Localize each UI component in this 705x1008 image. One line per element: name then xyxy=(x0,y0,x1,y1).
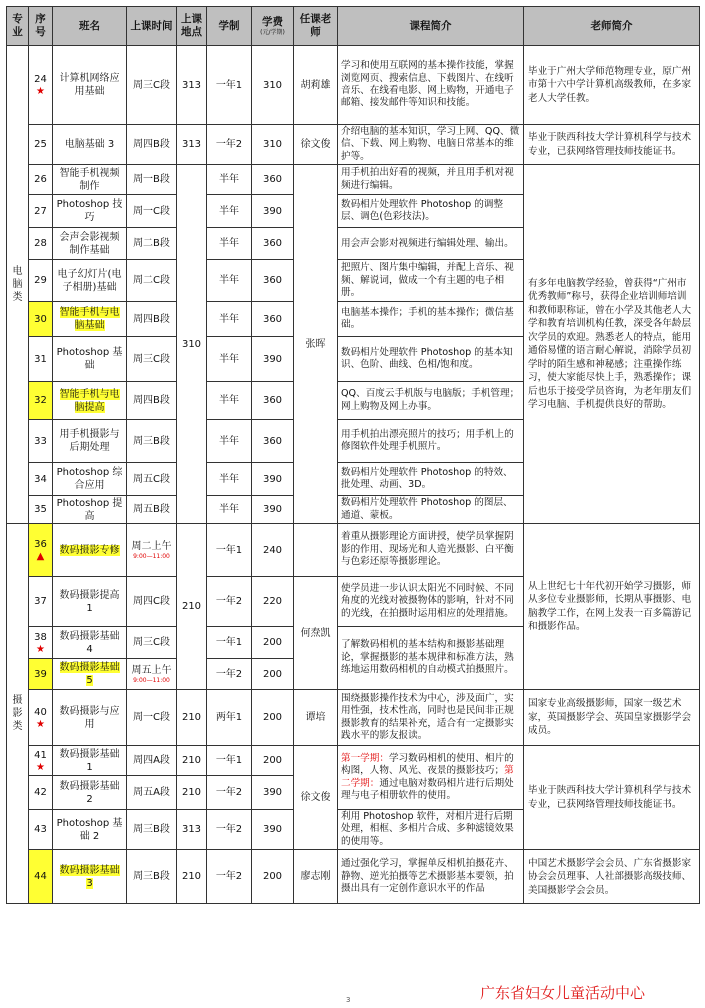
place-cell: 210 xyxy=(177,850,207,904)
course-intro-cell: 利用 Photoshop 软件，对相片进行后期处理，相框、多相片合成、多种滤镜效果的使用等。 xyxy=(338,810,524,850)
seq-cell xyxy=(29,627,53,659)
place-cell: 210 xyxy=(177,524,207,690)
duration-cell: 半年 xyxy=(207,337,252,382)
seq-number: 44 xyxy=(34,871,47,883)
class-time: 周五C段 xyxy=(133,473,170,485)
fee-cell: 390 xyxy=(252,337,294,382)
seq-number: 43 xyxy=(34,824,47,836)
course-intro-cell: 电脑基本操作；手机的基本操作；微信基础。 xyxy=(338,302,524,337)
time-cell xyxy=(127,420,177,463)
course-intro-cell: 围绕摄影操作技术为中心，涉及面广，实用性强，技术性高，同时也是民间非正规摄影教育的结果补充，适合有一定摄影实践水平的影友报读。 xyxy=(338,690,524,746)
time-cell xyxy=(127,776,177,810)
duration-cell: 一年2 xyxy=(207,850,252,904)
course-intro-cell xyxy=(338,746,524,810)
teacher-cell: 胡莉雄 xyxy=(294,46,338,125)
class-time-range: 9:00—11:00 xyxy=(133,552,170,560)
fee-cell: 390 xyxy=(252,195,294,228)
star-icon: ★ xyxy=(36,86,45,97)
course-name: 计算机网络应用基础 xyxy=(59,73,120,97)
seq-cell xyxy=(29,195,53,228)
class-time: 周一C段 xyxy=(133,205,170,217)
seq-number: 36 xyxy=(34,539,47,551)
course-intro-cell: 通过强化学习，掌握单反相机拍摄花卉、静物、逆光拍摄等艺术摄影基本要领，拍摄出具有一定创作意识水平的作品 xyxy=(338,850,524,904)
teacher-cell: 徐文俊 xyxy=(294,125,338,165)
time-cell xyxy=(127,195,177,228)
place-cell: 210 xyxy=(177,690,207,746)
teacher-intro-cell: 国家专业高级摄影师，国家一级艺术家，英国摄影学会、英国皇家摄影学会成员。 xyxy=(524,690,700,746)
seq-cell xyxy=(29,228,53,260)
seq-number: 41 xyxy=(34,749,47,761)
class-time: 周四B段 xyxy=(133,395,170,407)
course-name-cell xyxy=(53,524,127,577)
course-name: 数码摄影基础 1 xyxy=(59,748,120,773)
course-name: 智能手机与电脑基础 xyxy=(59,307,120,332)
fee-cell: 360 xyxy=(252,165,294,195)
seq-cell xyxy=(29,690,53,746)
fee-cell: 360 xyxy=(252,382,294,420)
time-cell xyxy=(127,46,177,125)
time-cell xyxy=(127,165,177,195)
seq-number: 27 xyxy=(34,205,47,217)
time-cell xyxy=(127,690,177,746)
fee-cell: 390 xyxy=(252,496,294,524)
place-cell: 313 xyxy=(177,810,207,850)
course-name-cell xyxy=(53,577,127,627)
table-row xyxy=(7,746,700,776)
table-row xyxy=(7,524,700,577)
seq-number: 33 xyxy=(34,435,47,447)
duration-cell: 两年1 xyxy=(207,690,252,746)
course-name: 电子幻灯片(电子相册)基础 xyxy=(57,268,122,293)
course-name-cell xyxy=(53,302,127,337)
fee-cell: 360 xyxy=(252,302,294,337)
time-cell xyxy=(127,302,177,337)
seq-cell xyxy=(29,125,53,165)
fee-cell: 360 xyxy=(252,228,294,260)
duration-cell: 半年 xyxy=(207,463,252,496)
seq-cell xyxy=(29,746,53,776)
seq-cell xyxy=(29,463,53,496)
class-time: 周三C段 xyxy=(133,79,170,91)
seq-cell xyxy=(29,337,53,382)
duration-cell: 一年1 xyxy=(207,627,252,659)
table-row xyxy=(7,850,700,904)
course-name: 数码摄影提高 1 xyxy=(59,589,120,614)
duration-cell: 半年 xyxy=(207,382,252,420)
term-text: 通过电脑对数码相片进行后期处理与电子相册软件的使用。 xyxy=(341,777,514,801)
time-cell xyxy=(127,260,177,302)
fee-cell: 200 xyxy=(252,850,294,904)
duration-cell: 半年 xyxy=(207,420,252,463)
course-intro-cell: 数码相片处理软件 Photoshop 的特效、批处理、动画、3D。 xyxy=(338,463,524,496)
header-time: 上课时间 xyxy=(127,7,177,46)
course-intro-cell: QQ、百度云手机版与电脑版；手机管理；网上购物及网上办事。 xyxy=(338,382,524,420)
course-name: 用手机摄影与后期处理 xyxy=(59,429,120,454)
star-icon: ★ xyxy=(36,718,45,730)
seq-cell xyxy=(29,165,53,195)
seq-cell xyxy=(29,260,53,302)
seq-number: 32 xyxy=(34,395,47,407)
course-name-cell xyxy=(53,337,127,382)
class-time: 周四C段 xyxy=(133,596,170,608)
seq-cell xyxy=(29,46,53,125)
seq-number: 26 xyxy=(34,174,47,186)
seq-number: 35 xyxy=(34,504,47,516)
duration-cell: 半年 xyxy=(207,302,252,337)
fee-cell: 390 xyxy=(252,776,294,810)
course-name: Photoshop 基础 xyxy=(56,347,123,372)
header-teacher-intro: 老师简介 xyxy=(524,7,700,46)
seq-cell xyxy=(29,810,53,850)
seq-cell xyxy=(29,577,53,627)
course-name: 数码摄影基础 5 xyxy=(59,662,120,687)
place-cell: 210 xyxy=(177,776,207,810)
time-cell xyxy=(127,337,177,382)
teacher-intro-cell: 毕业于陕西科技大学计算机科学与技术专业，已获网络管理技师技能证书。 xyxy=(524,125,700,165)
class-time: 周四B段 xyxy=(133,139,170,151)
teacher-cell: 廖志刚 xyxy=(294,850,338,904)
duration-cell: 一年2 xyxy=(207,659,252,690)
time-cell xyxy=(127,463,177,496)
course-name-cell xyxy=(53,125,127,165)
fee-cell: 310 xyxy=(252,125,294,165)
course-name-cell xyxy=(53,810,127,850)
class-time: 周五B段 xyxy=(133,504,170,516)
term-text: 学习数码相机的使用、相片的构图，人物、风光、夜景的摄影技巧； xyxy=(341,752,514,777)
course-intro-cell: 数码相片处理软件 Photoshop 的基本知识、色阶、曲线、色相/饱和度。 xyxy=(338,337,524,382)
table-row xyxy=(7,125,700,165)
teacher-intro-cell: 毕业于陕西科技大学计算机科学与技术专业，已获网络管理技师技能证书。 xyxy=(524,746,700,850)
course-intro-cell: 用手机拍出好看的视频，并且用手机对视频进行编辑。 xyxy=(338,165,524,195)
course-intro-cell: 了解数码相机的基本结构和摄影基础理论，掌握摄影的基本规律和标准方法，熟练地运用数码相机的自动模式拍摄照片。 xyxy=(338,627,524,690)
header-intro: 课程简介 xyxy=(338,7,524,46)
course-name-cell xyxy=(53,165,127,195)
course-name-cell xyxy=(53,690,127,746)
seq-number: 29 xyxy=(34,275,47,287)
duration-cell: 半年 xyxy=(207,228,252,260)
table-row xyxy=(7,46,700,125)
course-intro-cell: 用手机拍出漂亮照片的技巧；用手机上的修图软件处理手机照片。 xyxy=(338,420,524,463)
seq-number: 31 xyxy=(34,353,47,365)
time-cell xyxy=(127,810,177,850)
seq-cell xyxy=(29,659,53,690)
course-name: Photoshop 提高 xyxy=(56,497,123,522)
course-name-cell xyxy=(53,850,127,904)
place-cell: 313 xyxy=(177,46,207,125)
header-course: 班名 xyxy=(53,7,127,46)
org-watermark: 广东省妇女儿童活动中心 xyxy=(480,984,646,1002)
duration-cell: 一年2 xyxy=(207,776,252,810)
header-major: 专业 xyxy=(7,7,29,46)
course-intro-cell: 用会声会影对视频进行编辑处理、输出。 xyxy=(338,228,524,260)
course-name: Photoshop 基础 2 xyxy=(56,817,123,842)
seq-cell xyxy=(29,420,53,463)
fee-cell: 240 xyxy=(252,524,294,577)
place-cell: 313 xyxy=(177,125,207,165)
fee-cell: 310 xyxy=(252,46,294,125)
duration-cell: 半年 xyxy=(207,260,252,302)
duration-cell: 一年1 xyxy=(207,524,252,577)
class-time: 周三C段 xyxy=(133,353,170,365)
course-name: 数码摄影基础 4 xyxy=(59,630,120,655)
course-intro-cell: 数码相片处理软件 Photoshop 的图层、通道、蒙板。 xyxy=(338,496,524,524)
seq-number: 30 xyxy=(34,313,47,325)
course-name: 数码摄影基础 3 xyxy=(59,864,120,889)
teacher-cell xyxy=(294,524,338,577)
course-name: Photoshop 技巧 xyxy=(56,199,123,224)
header-seq: 序号 xyxy=(29,7,53,46)
course-name-cell xyxy=(53,463,127,496)
header-row xyxy=(7,7,700,46)
fee-cell: 390 xyxy=(252,810,294,850)
seq-number: 24 xyxy=(34,74,47,85)
star-icon: ★ xyxy=(36,643,45,655)
course-name-cell xyxy=(53,195,127,228)
header-fee-label: 学费 xyxy=(262,15,283,28)
seq-cell xyxy=(29,850,53,904)
header-fee-unit: (元/学期) xyxy=(260,28,285,36)
triangle-icon: ▲ xyxy=(36,551,45,563)
course-name-cell xyxy=(53,746,127,776)
teacher-intro-cell: 从上世纪七十年代初开始学习摄影，师从多位专业摄影师，长期从事摄影、电脑教学工作，在网上发表一百多篇游记和摄影作品。 xyxy=(524,524,700,690)
fee-cell: 220 xyxy=(252,577,294,627)
course-intro-cell: 介绍电脑的基本知识，学习上网、QQ、微信、下载、网上购物、电脑日常基本的维护等。 xyxy=(338,125,524,165)
fee-cell: 360 xyxy=(252,420,294,463)
class-time: 周三B段 xyxy=(133,435,170,447)
time-cell xyxy=(127,382,177,420)
duration-cell: 一年1 xyxy=(207,746,252,776)
course-name: 数码摄影专修 xyxy=(59,544,120,556)
teacher-cell: 谭培 xyxy=(294,690,338,746)
course-name: 智能手机视频制作 xyxy=(59,167,120,192)
course-name-cell xyxy=(53,382,127,420)
seq-number: 34 xyxy=(34,473,47,485)
course-intro-cell: 把照片、图片集中编辑，并配上音乐、视频、解说词，做成一个有主题的电子相册。 xyxy=(338,260,524,302)
time-cell xyxy=(127,577,177,627)
header-duration: 学制 xyxy=(207,7,252,46)
duration-cell: 半年 xyxy=(207,165,252,195)
table-row xyxy=(7,690,700,746)
header-fee xyxy=(252,7,294,46)
major-computer: 电脑类 xyxy=(7,46,29,524)
class-time: 周三B段 xyxy=(133,871,170,883)
seq-number: 39 xyxy=(34,668,47,680)
star-icon: ★ xyxy=(36,761,45,773)
course-name: 电脑基础 3 xyxy=(64,139,115,151)
class-time: 周一C段 xyxy=(133,712,170,724)
class-time: 周五上午 xyxy=(131,664,172,676)
course-name-cell xyxy=(53,46,127,125)
seq-cell xyxy=(29,496,53,524)
course-name: 数码摄影基础 2 xyxy=(59,780,120,805)
class-time: 周二上午 xyxy=(131,540,172,552)
seq-number: 40 xyxy=(34,706,47,718)
duration-cell: 一年2 xyxy=(207,125,252,165)
class-time: 周二B段 xyxy=(133,238,170,250)
course-name: Photoshop 综合应用 xyxy=(56,467,123,492)
fee-cell: 200 xyxy=(252,659,294,690)
seq-number: 37 xyxy=(34,596,47,608)
course-name-cell xyxy=(53,776,127,810)
time-cell xyxy=(127,627,177,659)
course-name-cell xyxy=(53,659,127,690)
course-name-cell xyxy=(53,496,127,524)
table-row xyxy=(7,165,700,195)
seq-cell xyxy=(29,524,53,577)
header-place: 上课地点 xyxy=(177,7,207,46)
class-time: 周二C段 xyxy=(133,275,170,287)
teacher-cell: 何焘凯 xyxy=(294,577,338,690)
class-time: 周一B段 xyxy=(133,174,170,186)
seq-cell xyxy=(29,382,53,420)
class-time: 周五A段 xyxy=(133,787,170,799)
duration-cell: 一年2 xyxy=(207,810,252,850)
course-intro-cell: 着重从摄影理论方面讲授，使学员掌握阴影的作用、现场光和人造光摄影、白平衡与色彩还原等摄影理论。 xyxy=(338,524,524,577)
time-cell xyxy=(127,746,177,776)
class-time: 周四A段 xyxy=(133,755,170,767)
place-cell: 310 xyxy=(177,165,207,524)
teacher-cell: 徐文俊 xyxy=(294,746,338,850)
course-name: 数码摄影与应用 xyxy=(59,705,120,730)
class-time: 周三C段 xyxy=(133,637,170,649)
term-label: 第二学期： xyxy=(341,765,514,789)
duration-cell: 半年 xyxy=(207,496,252,524)
course-name-cell xyxy=(53,420,127,463)
page-number: 3 xyxy=(346,996,351,1004)
class-time-range: 9:00—11:00 xyxy=(133,676,170,684)
seq-cell xyxy=(29,776,53,810)
fee-cell: 200 xyxy=(252,746,294,776)
teacher-intro-cell: 中国艺术摄影学会会员、广东省摄影家协会会员理事、人社部摄影高级技师、美国摄影学会会员。 xyxy=(524,850,700,904)
course-name: 会声会影视频制作基础 xyxy=(59,231,120,256)
duration-cell: 半年 xyxy=(207,195,252,228)
time-cell xyxy=(127,850,177,904)
course-intro-cell: 使学员进一步认识太阳光不同时候、不同角度的光线对被摄物体的影响，针对不同的光线，在拍摄时运用相应的处理措施。 xyxy=(338,577,524,627)
teacher-intro-cell: 有多年电脑教学经验，曾获得“广州市优秀教师”称号，获得企业培训师培训和教师职称证，曾在小学及其他老人大学和教育培训机构任教，深受各年龄层次学员的欢迎。熟悉老人的特点，能用通俗易懂的语言耐心解说，消除学员初学时的陌生感和神秘感；注重操作练习，使大家能尽快上手，熟悉操作；课后也乐于接受学员咨询，为老年朋友们学习电脑、手机提供良好的帮助。 xyxy=(524,165,700,524)
course-name-cell xyxy=(53,627,127,659)
duration-cell: 一年1 xyxy=(207,46,252,125)
fee-cell: 200 xyxy=(252,690,294,746)
major-photo: 摄影类 xyxy=(7,524,29,904)
seq-cell xyxy=(29,302,53,337)
teacher-intro-cell: 毕业于广州大学师范物理专业，原广州市第十六中学计算机高级教师，在多家老人大学任教。 xyxy=(524,46,700,125)
class-time: 周四B段 xyxy=(133,313,170,325)
time-cell xyxy=(127,125,177,165)
term-label: 第一学期： xyxy=(341,752,389,764)
time-cell xyxy=(127,524,177,577)
course-name: 智能手机与电脑提高 xyxy=(59,388,120,413)
seq-number: 25 xyxy=(34,139,47,151)
fee-cell: 360 xyxy=(252,260,294,302)
class-time: 周三B段 xyxy=(133,824,170,836)
header-teacher: 任课老师 xyxy=(294,7,338,46)
duration-cell: 一年2 xyxy=(207,577,252,627)
time-cell xyxy=(127,228,177,260)
teacher-cell: 张晖 xyxy=(294,165,338,524)
course-table xyxy=(6,6,700,904)
seq-number: 38 xyxy=(34,631,47,643)
fee-cell: 200 xyxy=(252,627,294,659)
fee-cell: 390 xyxy=(252,463,294,496)
course-intro-cell: 学习和使用互联网的基本操作技能，掌握浏览网页、搜索信息、下载图片、在线听音乐、在线看电影、网上购物，开通电子邮箱、接发邮件等知识和技能。 xyxy=(338,46,524,125)
course-name-cell xyxy=(53,228,127,260)
course-intro-cell: 数码相片处理软件 Photoshop 的调整层、调色(色彩技法)。 xyxy=(338,195,524,228)
time-cell xyxy=(127,496,177,524)
course-name-cell xyxy=(53,260,127,302)
time-cell xyxy=(127,659,177,690)
seq-number: 28 xyxy=(34,238,47,250)
place-cell: 210 xyxy=(177,746,207,776)
seq-number: 42 xyxy=(34,787,47,799)
